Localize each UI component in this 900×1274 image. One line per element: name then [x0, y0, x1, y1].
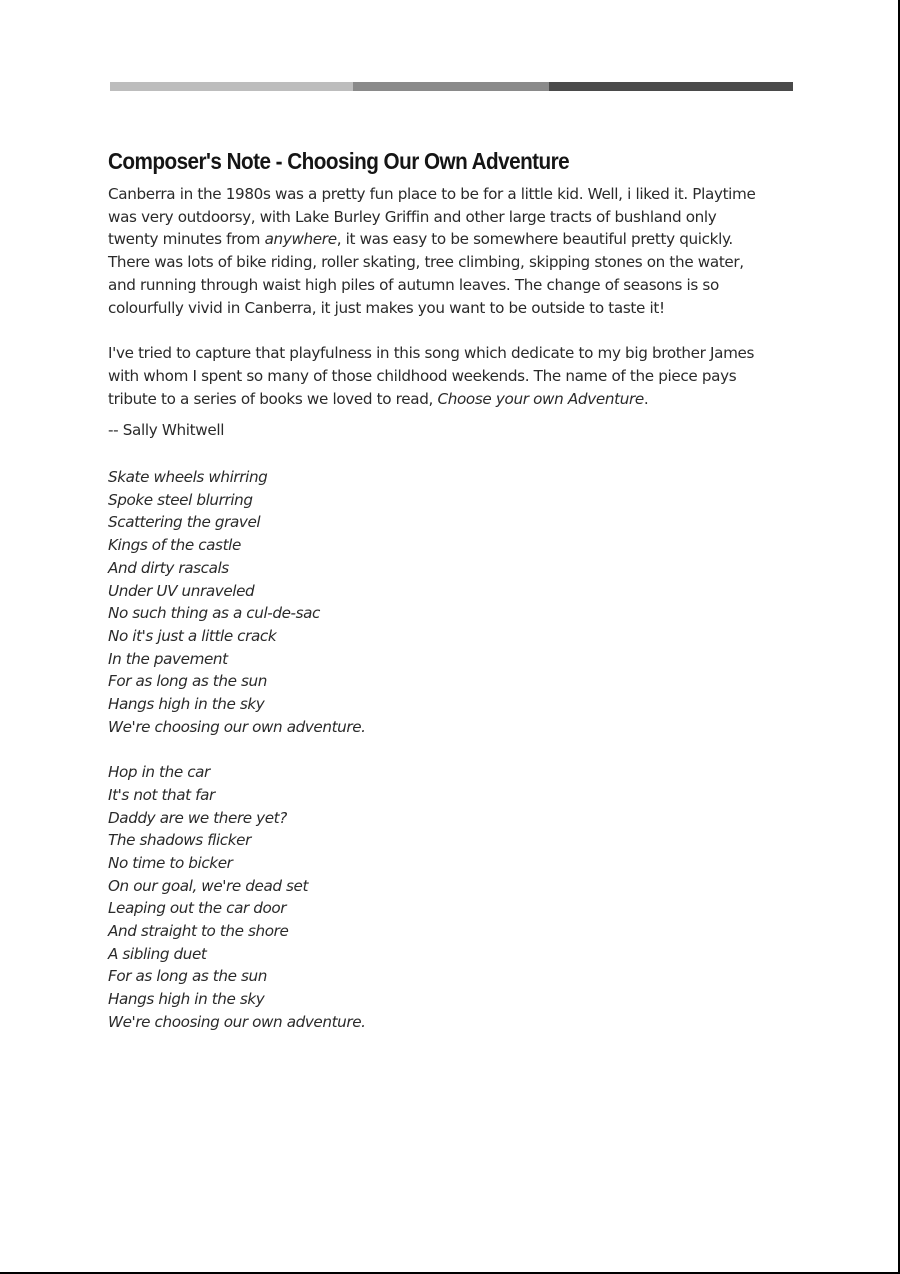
lyric-line: Under UV unraveled — [108, 581, 255, 600]
composer-note-paragraph-2 — [108, 342, 798, 410]
page-title: Composer's Note - Choosing Our Own Adventure — [108, 148, 570, 174]
header-bar-light-segment — [110, 82, 353, 91]
lyric-line: We're choosing our own adventure. — [108, 1012, 366, 1031]
book-title: Choose your own Adventure — [437, 389, 644, 408]
lyric-line: Hangs high in the sky — [108, 990, 265, 1009]
lyrics-verse-2 — [108, 761, 798, 1033]
lyric-line: For as long as the sun — [108, 672, 267, 691]
lyric-line: Spoke steel blurring — [108, 490, 253, 509]
lyric-line: And straight to the shore — [108, 922, 289, 941]
lyrics-verse-1 — [108, 466, 798, 738]
lyric-line: On our goal, we're dead set — [108, 876, 309, 895]
paragraph-line: There was lots of bike riding, roller skating, tree climbing, skipping stones on the water, — [108, 253, 744, 272]
paragraph-line: I've tried to capture that playfulness in this song which dedicate to my big brother James — [108, 344, 755, 363]
lyric-line: No it's just a little crack — [108, 626, 277, 645]
lyric-line: Skate wheels whirring — [108, 468, 268, 487]
page-content — [108, 148, 798, 1034]
paragraph-line: colourfully vivid in Canberra, it just makes you want to be outside to taste it! — [108, 298, 665, 317]
paragraph-line — [108, 388, 798, 411]
composer-note-paragraph-1 — [108, 183, 798, 319]
text-run: tribute to a series of books we loved to read, — [108, 389, 438, 408]
paragraph-line: with whom I spent so many of those childhood weekends. The name of the piece pays — [108, 366, 737, 385]
header-bar-mid-segment — [353, 82, 549, 91]
lyric-line: Daddy are we there yet? — [108, 808, 287, 827]
header-decorative-bar — [110, 82, 793, 91]
text-run: . — [643, 389, 649, 408]
lyric-line: No time to bicker — [108, 853, 233, 872]
lyric-line: A sibling duet — [108, 944, 207, 963]
lyric-line: It's not that far — [108, 785, 215, 804]
lyric-line: No such thing as a cul-de-sac — [108, 604, 321, 623]
lyric-line: And dirty rascals — [108, 558, 229, 577]
lyric-line: For as long as the sun — [108, 967, 267, 986]
lyric-line: The shadows flicker — [108, 831, 251, 850]
paragraph-spacer — [108, 319, 798, 342]
lyric-line: Kings of the castle — [108, 536, 241, 555]
lyric-line: Hop in the car — [108, 763, 210, 782]
paragraph-line — [108, 228, 798, 251]
emphasis-text: anywhere — [264, 230, 337, 249]
lyric-line: Hangs high in the sky — [108, 695, 265, 714]
signature: -- Sally Whitwell — [108, 421, 225, 440]
lyric-line: We're choosing our own adventure. — [108, 717, 366, 736]
text-run: twenty minutes from — [108, 230, 265, 249]
header-bar-dark-segment — [549, 82, 793, 91]
paragraph-line: and running through waist high piles of autumn leaves. The change of seasons is so — [108, 275, 719, 294]
lyric-line: Leaping out the car door — [108, 899, 287, 918]
lyric-line: Scattering the gravel — [108, 513, 261, 532]
text-run: , it was easy to be somewhere beautiful pretty quickly. — [336, 230, 733, 249]
paragraph-line: Canberra in the 1980s was a pretty fun place to be for a little kid. Well, i liked it. Playtime — [108, 185, 756, 203]
paragraph-line: was very outdoorsy, with Lake Burley Griffin and other large tracts of bushland only — [108, 207, 717, 226]
lyric-line: In the pavement — [108, 649, 228, 668]
